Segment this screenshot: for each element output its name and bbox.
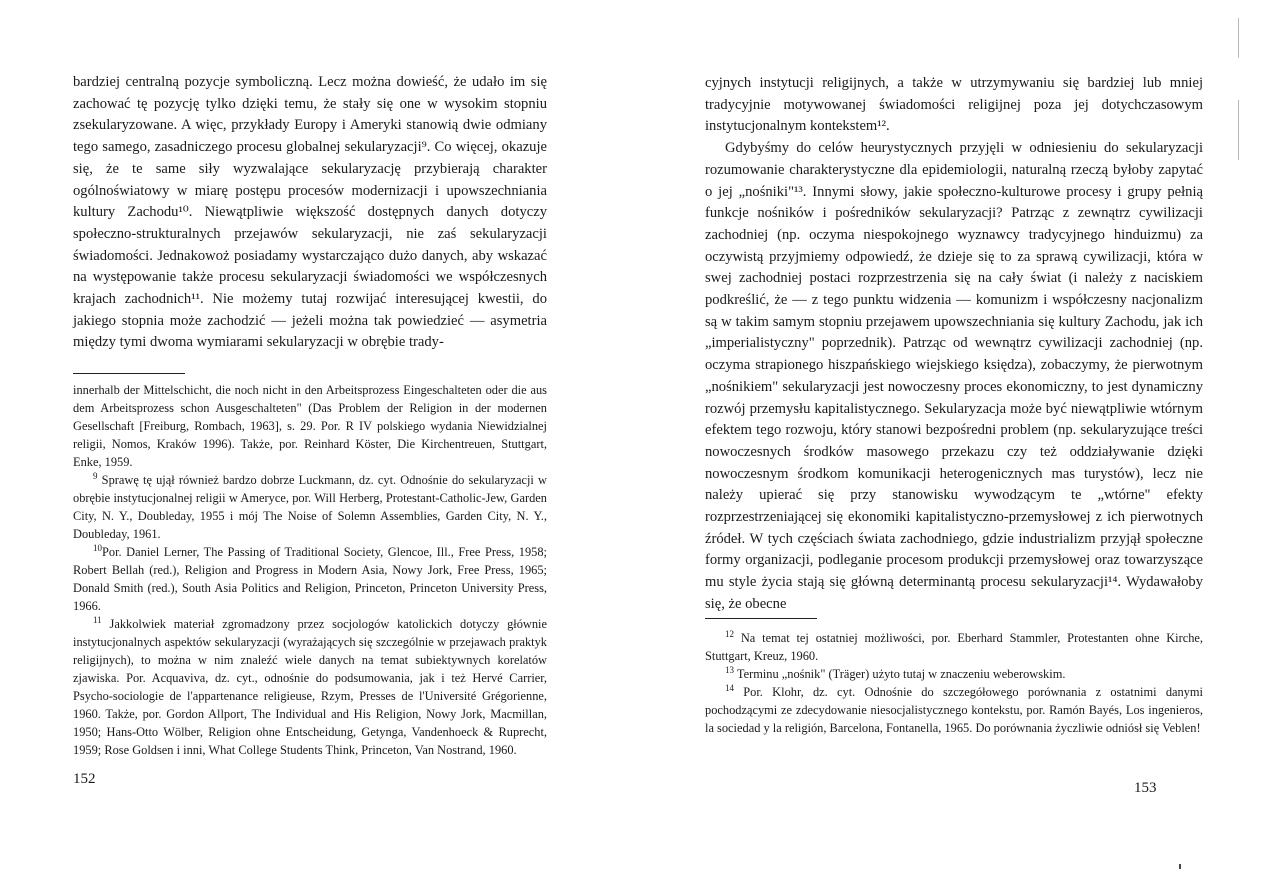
paragraph: Gdybyśmy do celów heurystycznych przyjęli w odniesieniu do sekularyzacji rozumowanie charakterystyczne dla epidemiologii, naturalną rzeczą byłoby zapytać o jej „nośniki"¹³. Innymi słowy, jakie społeczno-kulturowe procesy i grupy pełnią funkcje nośników i pośredników sekularyzacji? Patrząc z zewnątrz cywilizacji zachodniej (np. oczyma niespokojnego wyznawcy tradycyjnego hinduizmu) za oczywistą przyjmiemy odpowiedź, że dzieje się to za sprawą cywilizacji, która w swej zachodniej postaci rozprzestrzenia się na cały świat (i należy z naciskiem podkreślić, że — z tego punktu widzenia — komunizm i współczesny nacjonalizm są w takim samym stopniu przejawem upowszechniania się kultury Zachodu, jak ich „imperialistyczny" poprzednik). Patrząc od wewnątrz cywilizacji zachodniej (np. oczyma strapionego hiszpańskiego wiejskiego księdza), zobaczymy, że pierwotnym „nośnikiem" sekularyzacji jest nowoczesny proces ekonomiczny, to jest dynamiczny rozwój przemysłu kapitalistycznego. Sekularyzacja może być niewątpliwie wtórnym efektem tego rozwoju, który stanowi bezpośredni problem (np. sekularyzujące treści nowoczesnych środków masowego przekazu czy też oddziaływanie dzięki nowoczesnym środkom komunikacji heterogenicznych mas turystów), lecz nie należy upierać się przy stanowisku wywodzącym te „wtórne" efekty rozprzestrzeniającej się ekonomiki kapitalistyczno-przemysłowej z ich pierwotnych źródeł. W tych częściach świata zachodniego, gdzie industrializm przyjął społeczne formy organizacji, podleganie procesom produkcji przemysłowej oraz towarzyszące mu style życia stają się główną determinantą procesu sekularyzacji¹⁴. Wydawałoby się, że obecne: [705, 140, 1203, 612]
footnote-text: innerhalb der Mittelschicht, die noch nicht in den Arbeitsprozess Eingeschalteten oder die aus dem Arbeitsprozess schon Ausgeschalteten" (Das Problem der Religion in der modernen Gesellschaft [Freiburg, Rombach, 1963], s. 29. Por. R IV polskiego wydania Niewidzialnej religii, Nomos, Kraków 1996). Także, por. Reinhard Köster, Die Kirchentreuen, Stuttgart, Enke, 1959.: [73, 383, 547, 469]
footnote-marker: 13: [725, 664, 734, 675]
paragraph: cyjnych instytucji religijnych, a także w utrzymywaniu się bardziej lub mniej tradycyjnie motywowanej świadomości religijnej poza jej dotychczasowym instytucjonalnym kontekstem¹².: [705, 75, 1203, 135]
footnote-text: Por. Klohr, dz. cyt. Odnośnie do szczegółowego porównania z ostatnimi danymi pochodzącymi ze zdecydowanie niesocjalistycznego kontekstu, por. Ramón Bayés, Los ingenieros, la sociedad y la religión, Barcelona, Fontanella, 1965. Do porównania życzliwie odniósł się Veblen!: [705, 685, 1203, 735]
page-number-right: 153: [1134, 780, 1157, 796]
footnote-12: [705, 629, 1203, 665]
footnote-text: Jakkolwiek materiał zgromadzony przez socjologów katolickich dotyczy głównie instytucjonalnych aspektów sekularyzacji (wyrażających się szczególnie w przejawach praktyk religijnych), to można w nim znaleźć wiele danych na temat subiektywnych korelatów zjawiska. Por. Acquaviva, dz. cyt., odnośnie do podsumowania, jak i też Hervé Carrier, Psycho-sociologie de l'appartenance religieuse, Rzym, Presses de l'Université Grégorienne, 1960. Także, por. Gordon Allport, The Individual and His Religion, Nowy Jork, Macmillan, 1950; Hans-Otto Wölber, Religion ohne Entscheidung, Getynga, Vandenhoeck & Ruprecht, 1959; Rose Goldsen i inni, What College Students Think, Princeton, Van Nostrand, 1960.: [73, 617, 547, 757]
left-footnote-divider: [73, 373, 185, 374]
footnote-text: Terminu „nośnik" (Träger) użyto tutaj w znaczeniu weberowskim.: [736, 667, 1066, 681]
footnote-13: [705, 665, 1203, 683]
left-page-body-text: bardziej centralną pozycje symboliczną. Lecz można dowieść, że udało im się zachować tę pozycję tylko dzięki temu, że stały się one w wysokim stopniu zsekularyzowane. A więc, przykłady Europy i Ameryki stanowią dwie odmiany tego samego, zasadniczego procesu globalnej sekularyzacji⁹. Co więcej, okazuje się, że te same siły wyzwalające sekularyzację przybierają charakter ogólnoświatowy w miarę postępu procesów modernizacji i upowszechniania kultury Zachodu¹⁰. Niewątpliwie większość dostępnych danych dotyczy społeczno-strukturalnych przejawów sekularyzacji, nie zaś sekularyzacji świadomości. Jednakowoż posiadamy wystarczająco dużo danych, aby wskazać na występowanie także procesu sekularyzacji świadomości we współczesnych krajach zachodnich¹¹. Nie możemy tutaj rozwijać interesującej kwestii, do jakiego stopnia może zachodzić — jeżeli można tak powiedzieć — asymetria między tymi dwoma wymiarami sekularyzacji w obrębie trady-: [73, 74, 547, 351]
footnote-14: [705, 683, 1203, 737]
footnote-continuation: [73, 381, 547, 471]
footnote-marker: 9: [93, 470, 98, 481]
footnote-text: Por. Daniel Lerner, The Passing of Traditional Society, Glencoe, Ill., Free Press, 1958; Robert Bellah (red.), Religion and Progress in Modern Asia, Nowy Jork, Free Press, 1965; Donald Smith (red.), South Asia Politics and Religion, Princeton, Princeton University Press, 1966.: [73, 545, 547, 613]
right-page-body-text: [705, 73, 1203, 616]
left-footnotes: [73, 381, 547, 759]
footnote-marker: 11: [93, 614, 102, 625]
footnote-marker: 14: [725, 682, 734, 693]
footnote-10: [73, 543, 547, 615]
right-page: [631, 0, 1262, 894]
right-footnote-divider: [705, 618, 817, 619]
footnote-marker: 10: [93, 542, 102, 553]
footnote-text: Sprawę tę ujął również bardzo dobrze Luckmann, dz. cyt. Odnośnie do sekularyzacji w obrębie instytucjonalnej religii w Ameryce, por. Will Herberg, Protestant-Catholic-Jew, Garden City, N. Y., Doubleday, 1955 i mój The Noise of Solemn Assemblies, Garden City, N. Y., Doubleday, 1961.: [73, 473, 547, 541]
footnote-text: Na temat tej ostatniej możliwości, por. Eberhard Stammler, Protestanten ohne Kirche, Stuttgart, Kreuz, 1960.: [705, 631, 1203, 663]
scan-artifact: [1238, 18, 1239, 58]
scan-artifact: [1179, 864, 1181, 869]
footnote-11: [73, 615, 547, 759]
right-footnotes: [705, 629, 1203, 737]
scan-artifact: [1238, 100, 1239, 160]
page-number-left: 152: [73, 771, 96, 787]
footnote-marker: 12: [725, 628, 734, 639]
footnote-9: [73, 471, 547, 543]
